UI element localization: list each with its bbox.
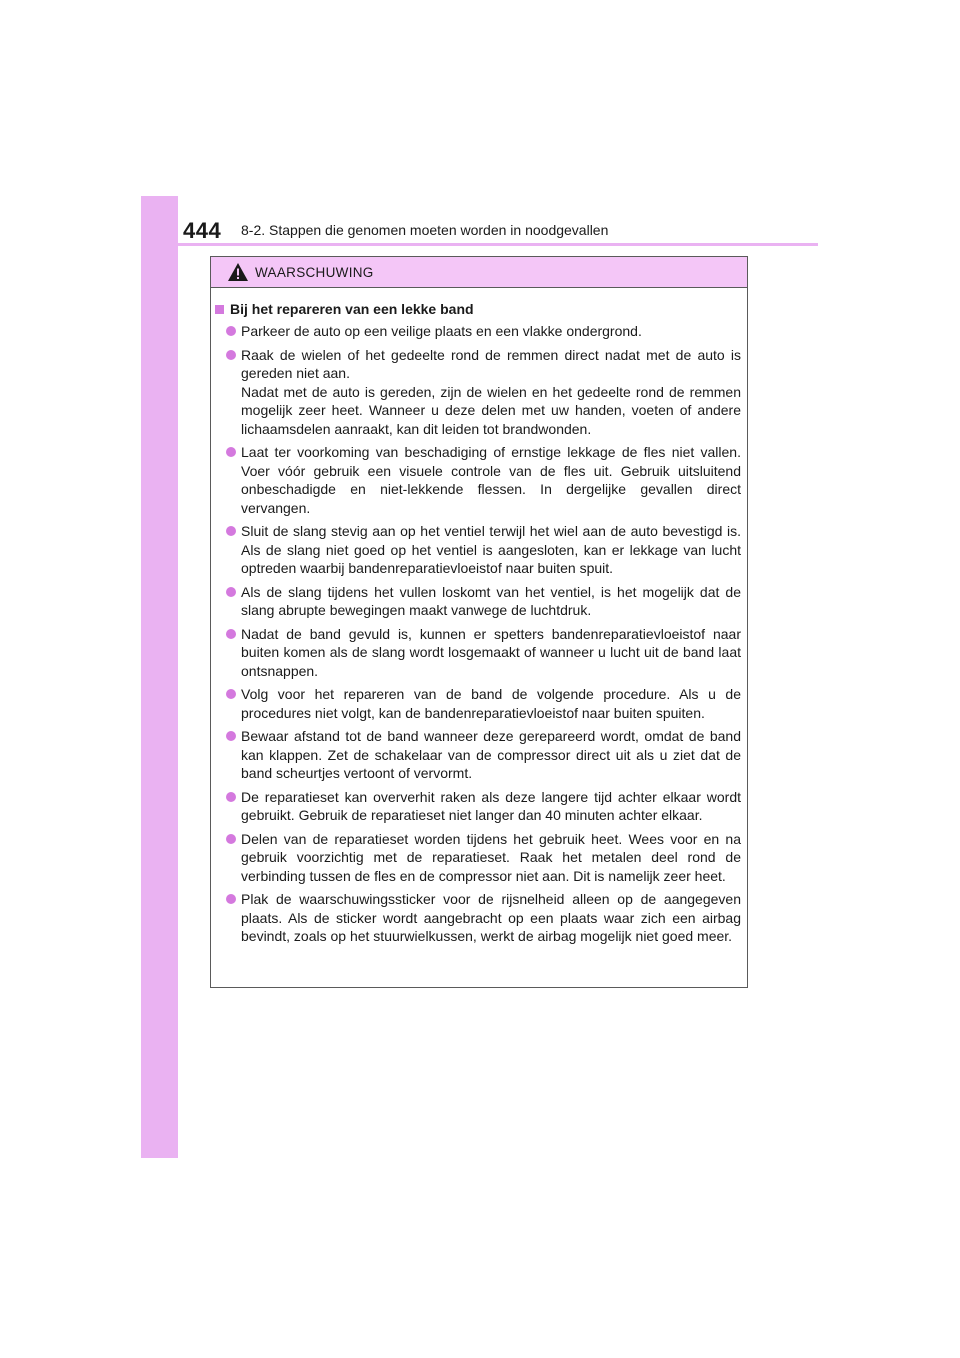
list-item-text: Parkeer de auto op een veilige plaats en een vlakke ondergrond. (241, 323, 642, 339)
list-item-text: Bewaar afstand tot de band wanneer deze gerepareerd wordt, omdat de band kan klappen. Zet de schakelaar van de compressor direct uit als u ziet dat de band scheurtjes vertoont of vervormt. (241, 728, 741, 781)
square-bullet-icon (215, 305, 224, 314)
bullet-icon (226, 350, 236, 360)
list-item-text: Delen van de reparatieset worden tijdens het gebruik heet. Wees voor en na gebruik voorzichtig met de reparatieset. Raak het metalen deel rond de verbinding tussen de fles en de compressor niet aan. Dit is namelijk zeer heet. (241, 830, 741, 884)
header-rule (141, 243, 818, 246)
bullet-icon (226, 447, 236, 457)
subheading-text: Bij het repareren van een lekke band (230, 301, 474, 317)
list-item (215, 443, 741, 517)
list-item (215, 522, 741, 578)
bullet-icon (226, 587, 236, 597)
list-item-text: Raak de wielen of het gedeelte rond de remmen direct nadat met de auto is gereden niet aan. Nadat met de auto is gereden, zijn de wielen en het gedeelte rond de remmen mogelijk zeer heet. Wanneer u deze delen met uw handen, voeten of andere lichaamsdelen aanraakt, kan dit leiden tot brandwonden. (241, 346, 741, 437)
section-title: 8-2. Stappen die genomen moeten worden in noodgevallen (241, 222, 609, 238)
list-item (215, 727, 741, 783)
warning-list (215, 322, 741, 946)
bullet-icon (226, 526, 236, 536)
list-item-text: Sluit de slang stevig aan op het ventiel terwijl het wiel aan de auto bevestigd is. Als de slang niet goed op het ventiel is aangesloten, kan er lekkage van lucht optreden waarbij bandenreparatievloeistof naar buiten spuit. (241, 523, 741, 576)
list-item (215, 625, 741, 681)
bullet-icon (226, 894, 236, 904)
list-item (215, 346, 741, 439)
list-item (215, 322, 741, 341)
list-item (215, 830, 741, 886)
warning-box (210, 256, 748, 988)
list-item-text: Laat ter voorkoming van beschadiging of ernstige lekkage de fles niet vallen. Voer vóór gebruik een visuele controle van de fles uit. Gebruik uitsluitend onbeschadigde en niet-lekkende flessen. In dergelijke gevallen direct vervangen. (241, 444, 741, 516)
warning-triangle-icon (227, 262, 249, 282)
list-item-text: Plak de waarschuwingssticker voor de rijsnelheid alleen op de aangegeven plaats. Als de sticker wordt aangebracht op een plaats waar zich een airbag bevindt, zoals op het stuurwielkussen, werkt de airbag mogelijk niet goed meer. (241, 891, 741, 944)
list-item-text: Nadat de band gevuld is, kunnen er spetters bandenreparatievloeistof naar buiten komen als de slang wordt losgemaakt of wanneer u lucht uit de band laat ontsnappen. (241, 625, 741, 679)
bullet-icon (226, 629, 236, 639)
list-item-text: Volg voor het repareren van de band de volgende procedure. Als u de procedures niet volgt, kan de bandenreparatievloeistof naar buiten spuiten. (241, 686, 741, 721)
list-item (215, 890, 741, 946)
warning-header (211, 257, 747, 288)
list-item (215, 685, 741, 722)
list-item (215, 788, 741, 825)
bullet-icon (226, 792, 236, 802)
page-number: 444 (183, 218, 222, 243)
list-item-text: De reparatieset kan oververhit raken als deze langere tijd achter elkaar wordt gebruikt. Gebruik de reparatieset niet langer dan 40 minuten achter elkaar. (241, 788, 741, 823)
bullet-icon (226, 834, 236, 844)
list-item-text: Als de slang tijdens het vullen loskomt van het ventiel, is het mogelijk dat de slang abrupte bewegingen maakt vanwege de luchtdruk. (241, 583, 741, 618)
bullet-icon (226, 326, 236, 336)
bullet-icon (226, 731, 236, 741)
warning-body (211, 288, 747, 946)
subheading (215, 301, 741, 317)
list-item (215, 583, 741, 620)
warning-title: WAARSCHUWING (255, 264, 374, 280)
side-tab-strip (141, 196, 178, 1158)
bullet-icon (226, 689, 236, 699)
